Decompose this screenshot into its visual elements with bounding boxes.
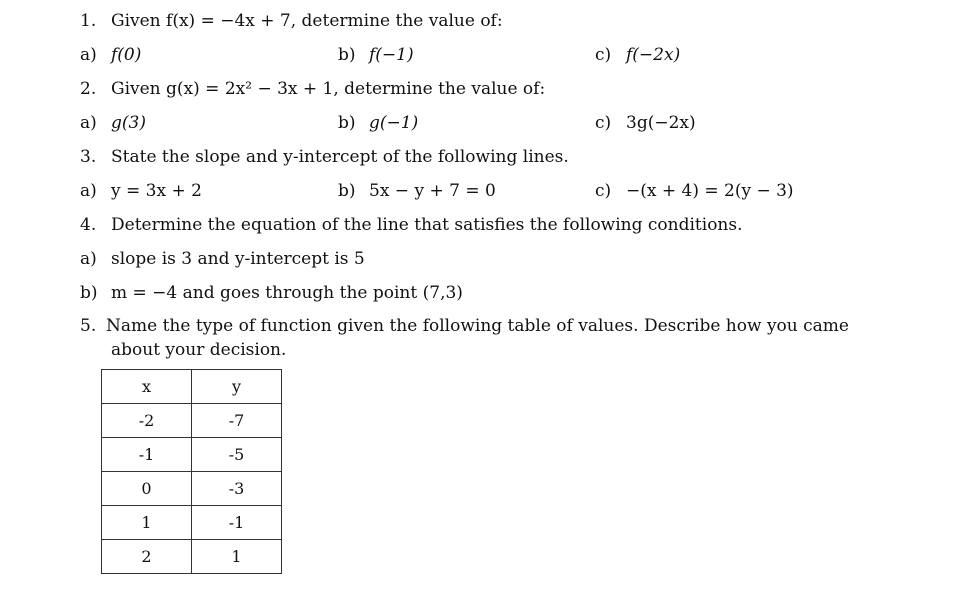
table-cell-y: 1 <box>192 540 282 574</box>
part-b-label: b) <box>338 181 356 201</box>
table-cell-x: 1 <box>102 506 192 540</box>
part-b-expression: f(−1) <box>369 45 414 65</box>
question-1-prompt: Given f(x) = −4x + 7, determine the value of: <box>111 11 503 31</box>
part-c-expression: 3g(−2x) <box>626 113 696 133</box>
part-a-expression: f(0) <box>111 45 142 65</box>
table-cell-y: -7 <box>192 404 282 438</box>
part-c-label: c) <box>595 181 612 201</box>
part-a-text: slope is 3 and y-intercept is 5 <box>111 249 365 269</box>
table-row <box>102 404 282 438</box>
part-a-label: a) <box>80 249 97 269</box>
table-header-x: x <box>102 370 192 404</box>
question-5-prompt-line2: about your decision. <box>111 340 287 360</box>
table-row <box>102 472 282 506</box>
part-c-expression: −(x + 4) = 2(y − 3) <box>626 181 794 201</box>
part-c-expression: f(−2x) <box>626 45 681 65</box>
part-c-label: c) <box>595 113 612 133</box>
part-b-expression: g(−1) <box>369 113 419 133</box>
table-cell-y: -1 <box>192 506 282 540</box>
question-3-number: 3. <box>80 147 97 167</box>
question-1-number: 1. <box>80 11 97 31</box>
question-3-prompt: State the slope and y-intercept of the following lines. <box>111 147 569 167</box>
part-b-label: b) <box>338 113 356 133</box>
table-cell-y: -5 <box>192 438 282 472</box>
table-cell-x: 2 <box>102 540 192 574</box>
part-b-label: b) <box>80 283 98 303</box>
table-header-row <box>102 370 282 404</box>
table-header-y: y <box>192 370 282 404</box>
part-a-expression: g(3) <box>111 113 146 133</box>
table-cell-x: -1 <box>102 438 192 472</box>
question-5-prompt-line1: Name the type of function given the following table of values. Describe how you came <box>106 316 849 336</box>
question-2-number: 2. <box>80 79 97 99</box>
part-c-label: c) <box>595 45 612 65</box>
table-cell-x: 0 <box>102 472 192 506</box>
values-table <box>101 369 282 574</box>
table-row <box>102 540 282 574</box>
table-row <box>102 438 282 472</box>
table-cell-x: -2 <box>102 404 192 438</box>
part-a-label: a) <box>80 45 97 65</box>
question-5-number: 5. <box>80 316 97 336</box>
table-row <box>102 506 282 540</box>
part-b-expression: 5x − y + 7 = 0 <box>369 181 496 201</box>
question-2-prompt: Given g(x) = 2x² − 3x + 1, determine the value of: <box>111 79 546 99</box>
part-b-label: b) <box>338 45 356 65</box>
part-a-expression: y = 3x + 2 <box>111 181 202 201</box>
table-cell-y: -3 <box>192 472 282 506</box>
part-a-label: a) <box>80 113 97 133</box>
question-4-number: 4. <box>80 215 97 235</box>
part-b-text: m = −4 and goes through the point (7,3) <box>111 283 463 303</box>
part-a-label: a) <box>80 181 97 201</box>
question-4-prompt: Determine the equation of the line that satisfies the following conditions. <box>111 215 743 235</box>
